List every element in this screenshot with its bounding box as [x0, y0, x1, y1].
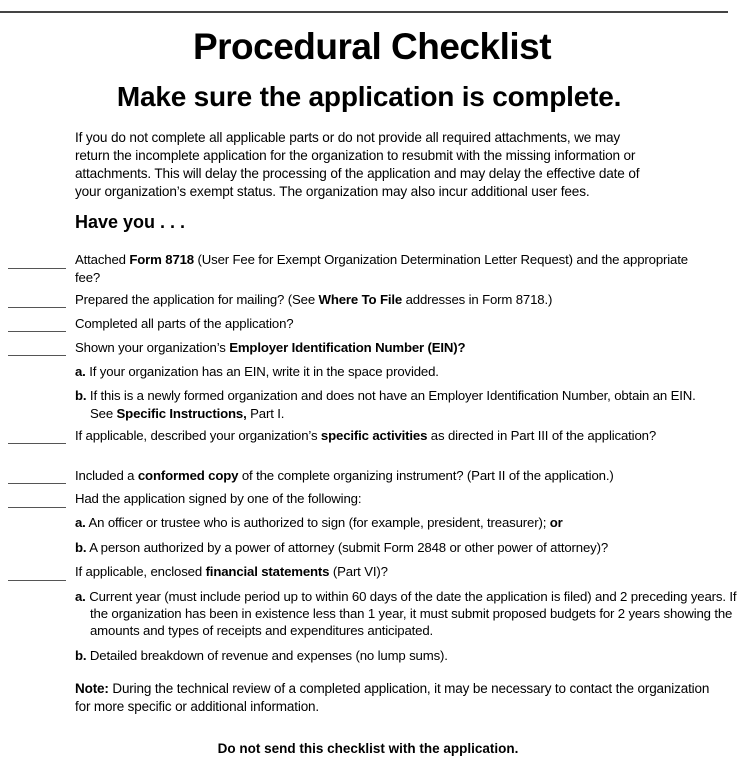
item-ein-a: a. If your organization has an EIN, write it in the space provided.	[75, 364, 439, 379]
page-title: Procedural Checklist	[192, 26, 552, 67]
item-activities: If applicable, described your organization’s specific activities as directed in Part III of the application?	[75, 428, 657, 443]
item-form-8718: Attached Form 8718 (User Fee for Exempt Organization Determination Letter Request) and the appropriate fee?	[75, 252, 688, 285]
item-financial: If applicable, enclosed financial statements (Part VI)?	[75, 564, 388, 579]
item-conformed-copy: Included a conformed copy of the complete organizing instrument? (Part II of the application.)	[75, 468, 614, 483]
intro-line: attachments. This will delay the processing of the application and may delay the effective date of	[75, 166, 640, 181]
footer-warning: Do not send this checklist with the application.	[217, 741, 519, 756]
item-ein-b: b. If this is a newly formed organization and does not have an Employer Identification Number, obtain an EIN. See Specific Instructions, Part I.	[75, 388, 696, 421]
top-rule	[0, 11, 728, 13]
have-you-heading: Have you . . .	[75, 212, 186, 232]
checkbox-line-mailing[interactable]	[8, 307, 66, 308]
checkbox-line-form-8718[interactable]	[8, 268, 66, 269]
item-mailing: Prepared the application for mailing? (See Where To File addresses in Form 8718.)	[75, 292, 553, 307]
checkbox-line-all-parts[interactable]	[8, 331, 66, 332]
item-signed-b: b. A person authorized by a power of attorney (submit Form 2848 or other power of attorney)?	[75, 540, 609, 555]
intro-line: return the incomplete application for the organization to resubmit with the missing information or	[75, 148, 636, 163]
checkbox-line-activities[interactable]	[8, 443, 66, 444]
item-signed-a: a. An officer or trustee who is authorized to sign (for example, president, treasurer); or	[75, 515, 563, 530]
checkbox-line-ein[interactable]	[8, 355, 66, 356]
intro-line: If you do not complete all applicable parts or do not provide all required attachments, we may	[75, 130, 621, 145]
intro-line: your organization’s exempt status. The organization may also incur additional user fees.	[75, 184, 590, 199]
checkbox-line-signed[interactable]	[8, 507, 66, 508]
item-all-parts: Completed all parts of the application?	[75, 316, 294, 331]
checkbox-line-financial[interactable]	[8, 580, 66, 581]
item-financial-b: b. Detailed breakdown of revenue and expenses (no lump sums).	[75, 648, 448, 663]
item-financial-a: a. Current year (must include period up to within 60 days of the date the application is filed) and 2 preceding years. If the organization has been in existence less than 1 year, it must submit proposed budgets for 2 years showing the amounts and types of receipts and expenditures anticipated.	[75, 589, 737, 638]
item-signed: Had the application signed by one of the following:	[75, 491, 362, 506]
item-ein: Shown your organization’s Employer Identification Number (EIN)?	[75, 340, 466, 355]
checkbox-line-conformed-copy[interactable]	[8, 483, 66, 484]
intro-paragraph	[75, 129, 639, 201]
note: Note: During the technical review of a completed application, it may be necessary to contact the organization for more specific or additional information.	[75, 681, 710, 714]
page-subtitle: Make sure the application is complete.	[116, 81, 622, 112]
